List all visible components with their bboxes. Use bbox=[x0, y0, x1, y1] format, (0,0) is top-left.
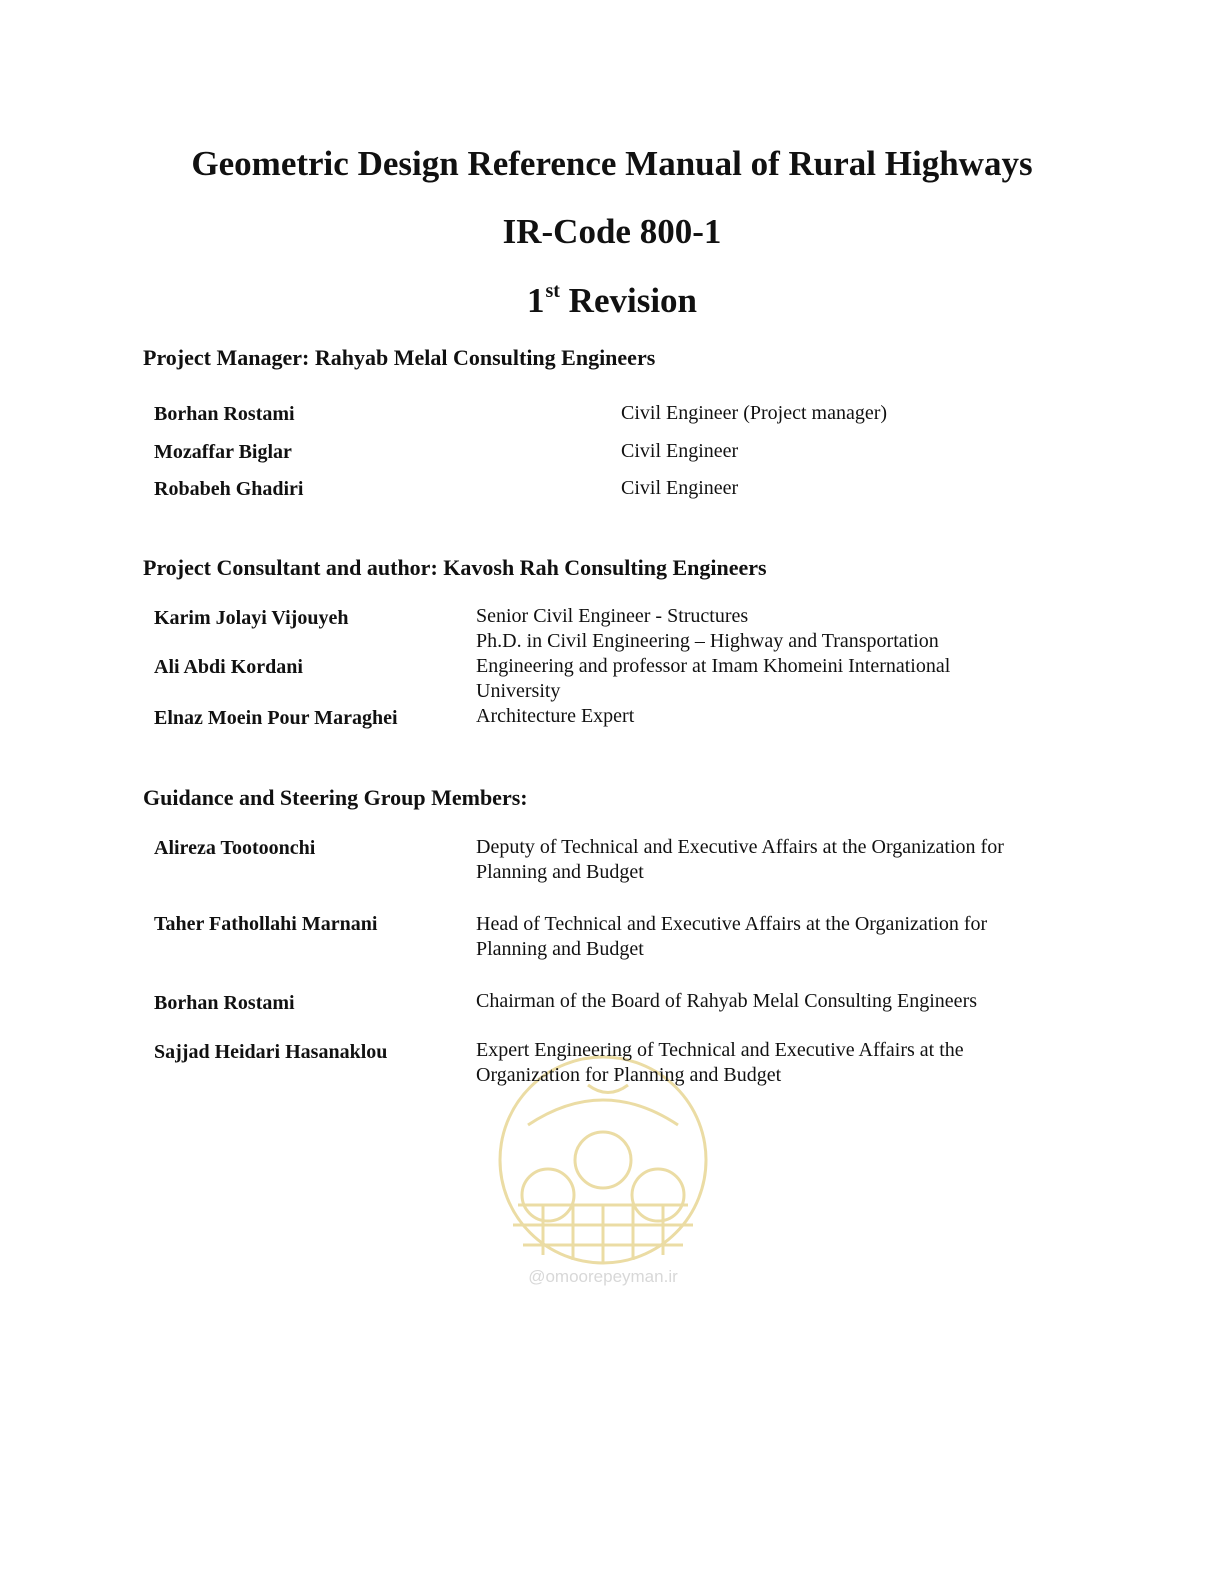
revision-suffix: st bbox=[545, 280, 560, 302]
watermark-text: @omoorepeyman.ir bbox=[528, 1267, 678, 1286]
steering-member-role: Chairman of the Board of Rahyab Melal Consulting Engineers bbox=[476, 990, 978, 1012]
consultant-member-role: Senior Civil Engineer - Structures bbox=[476, 605, 749, 627]
steering-member-name: Taher Fathollahi Marnani bbox=[154, 913, 378, 935]
consultant-member-name: Ali Abdi Kordani bbox=[154, 656, 303, 678]
watermark bbox=[488, 1055, 718, 1295]
pm-member-role: Civil Engineer bbox=[621, 440, 739, 462]
consultant-member-name: Karim Jolayi Vijouyeh bbox=[154, 607, 349, 629]
document-title: Geometric Design Reference Manual of Rural Highways bbox=[191, 144, 1033, 183]
steering-member-role: Head of Technical and Executive Affairs at the Organization for Planning and Budget bbox=[476, 913, 988, 960]
consultant-member-role: Ph.D. in Civil Engineering – Highway and Transportation Engineering and professor at Imam Khomeini International University bbox=[476, 630, 951, 702]
project-consultant-heading: Project Consultant and author: Kavosh Rah Consulting Engineers bbox=[143, 555, 767, 580]
revision-number: 1 bbox=[526, 281, 545, 320]
consultant-member-role: Architecture Expert bbox=[476, 705, 635, 727]
revision-word: Revision bbox=[568, 281, 698, 320]
steering-group-heading: Guidance and Steering Group Members: bbox=[143, 785, 528, 810]
document-code: IR-Code 800-1 bbox=[502, 212, 722, 251]
steering-member-name: Sajjad Heidari Hasanaklou bbox=[154, 1041, 388, 1063]
pm-member-role: Civil Engineer (Project manager) bbox=[621, 402, 888, 424]
steering-member-role: Expert Engineering of Technical and Executive Affairs at the Organization for Planning and Budget bbox=[476, 1039, 964, 1086]
document-revision bbox=[0, 281, 1224, 318]
steering-member-name: Borhan Rostami bbox=[154, 992, 295, 1014]
pm-member-name: Robabeh Ghadiri bbox=[154, 478, 304, 500]
project-manager-heading: Project Manager: Rahyab Melal Consulting Engineers bbox=[143, 345, 656, 370]
pm-member-role: Civil Engineer bbox=[621, 477, 739, 499]
steering-member-name: Alireza Tootoonchi bbox=[154, 837, 316, 859]
pm-member-name: Mozaffar Biglar bbox=[154, 441, 292, 463]
steering-member-role: Deputy of Technical and Executive Affairs at the Organization for Planning and Budget bbox=[476, 836, 1004, 883]
pm-member-name: Borhan Rostami bbox=[154, 403, 295, 425]
consultant-member-name: Elnaz Moein Pour Maraghei bbox=[154, 707, 398, 729]
